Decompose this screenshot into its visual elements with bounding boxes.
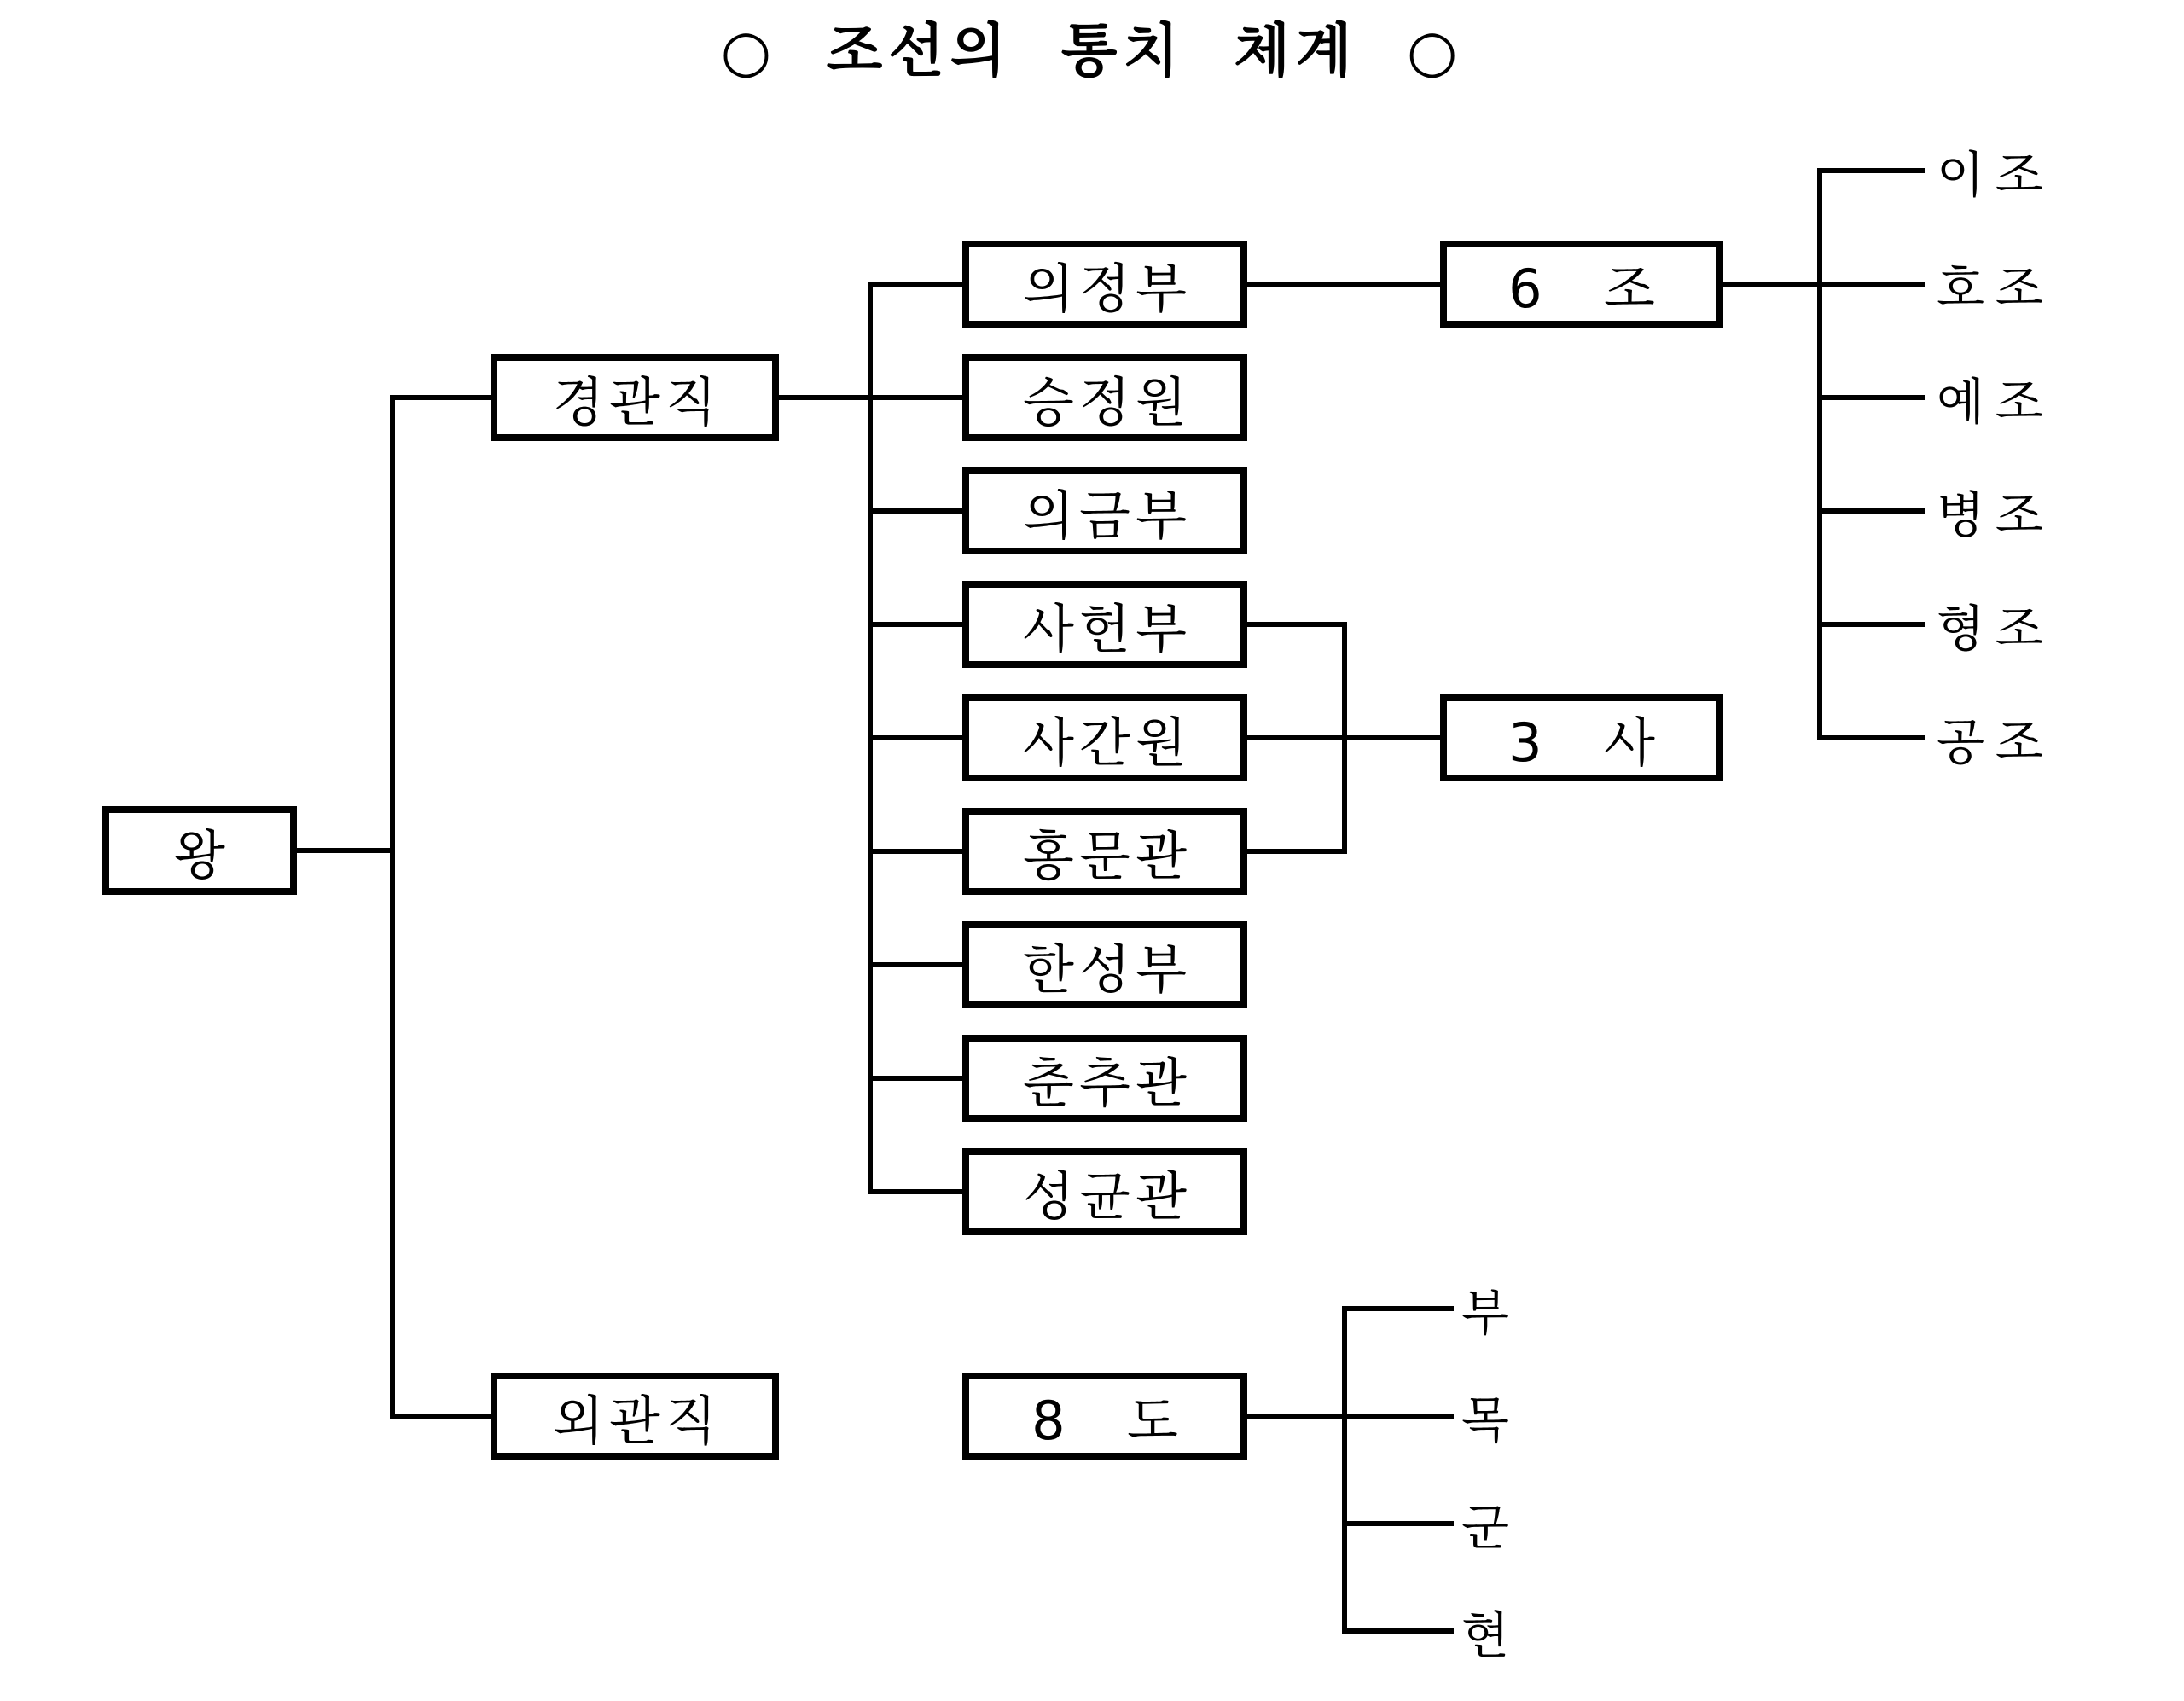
stub-hongmungwan [868,849,962,854]
stub-hanseongbu [868,962,962,967]
label-ministry-hojo: 호조 [1937,259,2054,317]
connector-king-to-trunk [297,848,395,853]
box-capital-office-hanseongbu: 한성부 [962,921,1247,1008]
connector-trunk-to-capital-branch [390,395,491,400]
connector-saheonbu-to-sa-trunk [1247,622,1347,627]
box-capital-office-saheonbu: 사헌부 [962,581,1247,668]
box-six-jo: 6 조 [1440,241,1723,328]
trunk-provinces [1342,1306,1347,1634]
diagram-title: ○ 조선의 통치 체계 ○ [720,18,1464,85]
stub-yejo [1817,395,1925,400]
stub-ijo [1817,168,1925,173]
label-province-bu: 부 [1461,1284,1520,1342]
stub-gun [1342,1521,1454,1526]
box-capital-branch: 경관직 [491,354,779,441]
label-province-mok: 목 [1461,1391,1520,1449]
box-capital-office-uijeongbu: 의정부 [962,241,1247,328]
label-ministry-ijo: 이조 [1937,146,2054,204]
stub-uigeumbu [868,508,962,514]
stub-hojo [1817,282,1925,287]
box-capital-office-seungjeongwon: 승정원 [962,354,1247,441]
connector-six-jo-to-trunk [1723,282,1822,287]
box-king: 왕 [102,806,297,895]
box-eight-do: 8 도 [962,1373,1247,1460]
box-three-sa: 3 사 [1440,694,1723,781]
stub-saheonbu [868,622,962,627]
connector-hongmungwan-to-sa-trunk [1247,849,1347,854]
stub-uijeongbu [868,282,962,287]
trunk-six-ministries [1817,168,1822,740]
label-ministry-gongjo: 공조 [1937,713,2054,771]
stub-saganwon [868,735,962,740]
label-province-hyeon: 현 [1461,1606,1520,1664]
trunk-left [390,395,395,1419]
connector-trunk-to-provincial-branch [390,1414,491,1419]
stub-hyeongjo [1817,622,1925,627]
connector-uijeongbu-to-six-jo [1247,282,1440,287]
box-capital-office-hongmungwan: 홍문관 [962,808,1247,895]
box-provincial-branch: 외관직 [491,1373,779,1460]
box-capital-office-chunchugwan: 춘추관 [962,1035,1247,1122]
label-ministry-yejo: 예조 [1937,373,2054,431]
stub-gongjo [1817,735,1925,740]
box-capital-office-saganwon: 사간원 [962,694,1247,781]
stub-hyeon [1342,1628,1454,1634]
stub-seonggyungwan [868,1189,962,1194]
stub-chunchugwan [868,1076,962,1081]
box-capital-office-seonggyungwan: 성균관 [962,1148,1247,1235]
label-ministry-byeongjo: 병조 [1937,486,2054,544]
connector-eight-do-to-trunk [1247,1414,1347,1419]
box-capital-office-uigeumbu: 의금부 [962,467,1247,554]
stub-mok [1342,1414,1454,1419]
stub-bu [1342,1306,1454,1311]
connector-saganwon-to-three-sa [1247,735,1440,740]
label-province-gun: 군 [1461,1499,1520,1557]
label-ministry-hyeongjo: 형조 [1937,600,2054,658]
stub-byeongjo [1817,508,1925,514]
